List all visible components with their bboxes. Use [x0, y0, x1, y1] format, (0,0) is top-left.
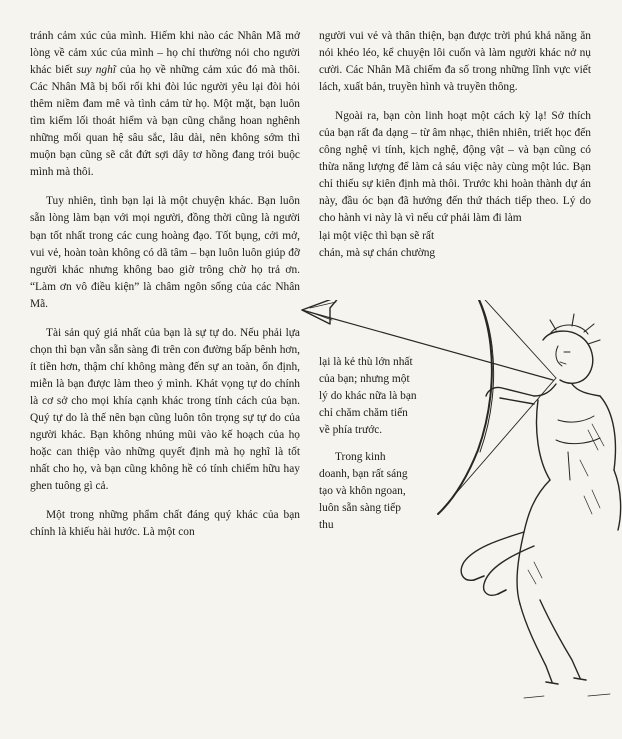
right-column: [319, 28, 591, 534]
paragraph: [30, 28, 300, 181]
paragraph-text: tránh cảm xúc của mình. Hiếm khi nào các Nhân Mã mở lòng về cảm xúc của mình – họ chỉ thường nói cho người khác biết: [30, 30, 300, 77]
paragraph-text: của họ về những cảm xúc đó mà thôi. Các Nhân Mã bị bối rối khi đòi lúc người yêu lại đòi hỏi thêm niềm đam mê và tình cảm từ họ. Một mặt, bạn luôn tìm kiếm lối thoát hiểm và bạn cũng chẳng hoan nghênh những mối quan hệ sâu sắc, lâu dài, nên không sớm thì muộn bạn cũng sẽ cắt đứt sợi dây tơ hồng đang trói buộc mình mà thôi.: [30, 64, 300, 179]
paragraph-continued: lại là kẻ thù lớn nhất của bạn; nhưng một lý do khác nữa là bạn chỉ chăm chăm tiến về phía trước.: [319, 355, 417, 436]
italic-text: suy nghĩ: [76, 64, 116, 77]
paragraph: Một trong những phẩm chất đáng quý khác của bạn chính là khiếu hài hước. Là một con: [30, 509, 300, 539]
left-column: [30, 28, 300, 541]
paragraph-continued: lại một việc thì bạn sẽ rất chán, mà sự chán chường: [319, 229, 436, 259]
paragraph: người vui vẻ và thân thiện, bạn được trời phú khả năng ăn nói khéo léo, kể chuyện lôi cuốn và làm người khác nở nụ cười. Các Nhân Mã chiếm đa số trong những lĩnh vực viết lách, xuất bản, truyền hình và truyền thông.: [319, 30, 591, 94]
paragraph: Trong kinh doanh, bạn rất sáng tạo và khôn ngoan, luôn sẵn sàng tiếp thu: [319, 450, 408, 532]
paragraph: Tuy nhiên, tình bạn lại là một chuyện khác. Bạn luôn sẵn lòng làm bạn với mọi người, đồng thời cũng là người bạn tốt nhất trong các cung hoàng đạo. Tốt bụng, cởi mở, vui vẻ, hoàn toàn không có dã tâm – bạn luôn luôn giúp đỡ người khác nhưng không bao giờ trông chờ họ trả ơn. “Làm ơn vô điều kiện” là châm ngôn sống của các Nhân Mã.: [30, 195, 300, 310]
paragraph: Ngoài ra, bạn còn linh hoạt một cách kỳ lạ! Sở thích của bạn rất đa dạng – từ âm nhạc, thiên nhiên, triết học đến công nghệ vi tính, kịch nghệ, động vật – và bạn cũng có thừa năng lượng để làm cả sáu việc này cùng một lúc. Bạn chỉ thiếu sự kiên định mà thôi. Trước khi hoàn thành dự án này, đầu óc bạn đã hướng đến thứ thách tiếp theo. Lý do cho hành vi này là vì nếu cứ phải làm đi làm: [319, 110, 591, 225]
paragraph: Tài sản quý giá nhất của bạn là sự tự do. Nếu phải lựa chọn thì bạn vẫn sẵn sàng đi trên con đường bấp bênh hơn, ít tiền hơn, thậm chí không màng đến sự an toàn, ổn định, miễn là bạn được làm theo ý mình. Khát vọng tự do chính là cơ sở cho mọi khía cạnh khác trong tính cách của bạn. Quý tự do là thế nên bạn cũng luôn tôn trọng sự tự do của người khác. Bạn không nhúng mũi vào kế hoạch của họ hoặc can thiệp vào những quyết định mà họ nghĩ là tốt nhất cho họ, và bạn cũng không hề có tính chiếm hữu hay ghen tuông gì cả.: [30, 326, 300, 493]
spacer: [319, 262, 591, 354]
